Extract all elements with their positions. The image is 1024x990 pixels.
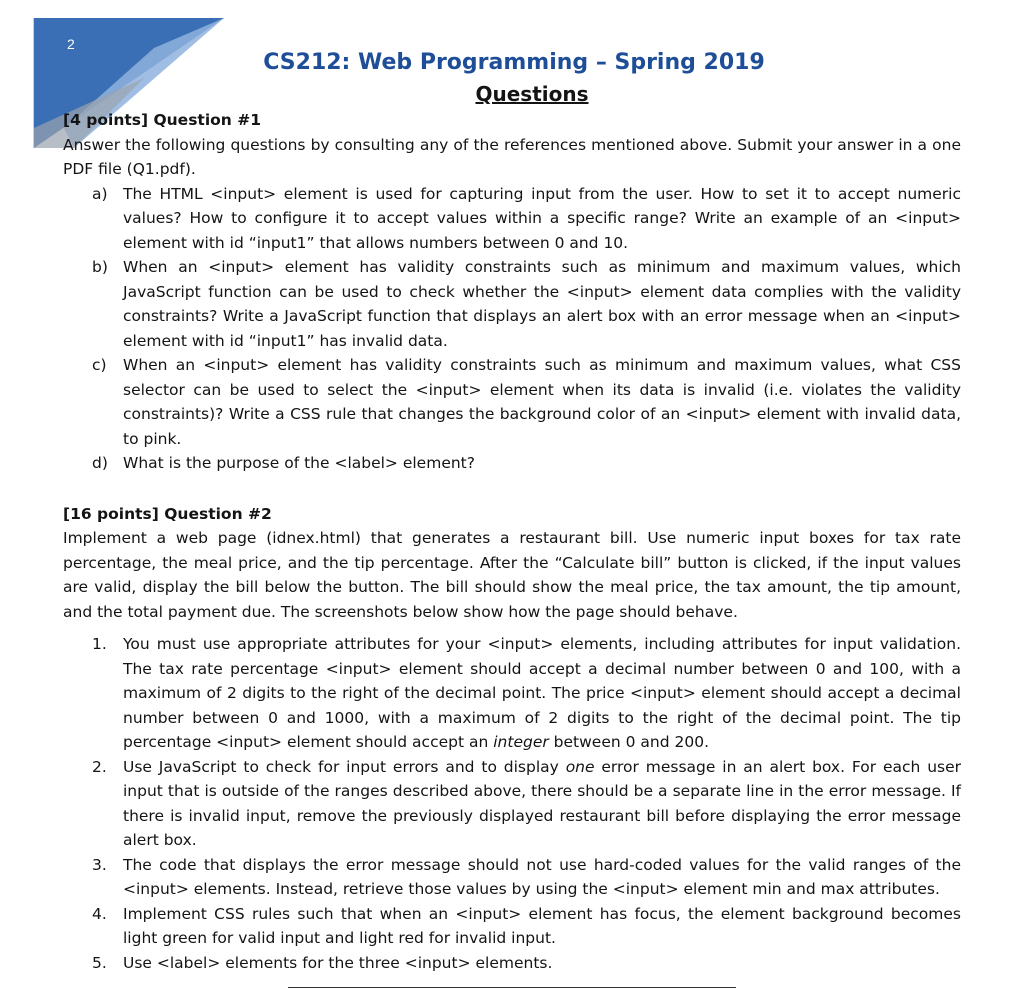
emphasis: one: [565, 757, 595, 776]
list-marker: 2.: [92, 757, 107, 776]
list-marker: 4.: [92, 904, 107, 923]
page-title: CS212: Web Programming – Spring 2019: [263, 50, 765, 75]
text-run: Use JavaScript to check for input errors and to display: [123, 757, 566, 776]
list-marker: a): [92, 184, 108, 203]
list-item: [63, 951, 961, 976]
list-item-text: [123, 632, 961, 755]
list-item: [63, 353, 961, 451]
list-item: [63, 853, 961, 902]
list-marker: 3.: [92, 855, 107, 874]
list-marker: 1.: [92, 635, 107, 653]
list-item: [63, 902, 961, 951]
list-item-text: [123, 755, 961, 853]
list-item: [63, 632, 961, 755]
list-item-text: The HTML <input> element is used for capturing input from the user. How to set it to accept numeric values? How to configure it to accept values within a specific range? Write an example of an <input> element with id “input1” that allows numbers between 0 and 10.: [123, 184, 961, 252]
q1-heading: [4 points] Question #1: [63, 111, 261, 129]
text-run: You must use appropriate attributes for your <input> elements, including attributes for input validation. The tax rate percentage <input> element should accept a decimal number between 0 and 100, with a maximum of 2 digits to the right of the decimal point. The price <input> element should accept a decimal number between 0 and 1000, with a maximum of 2 digits to the right of the decimal point. The tip percentage <input> element should accept an: [123, 635, 961, 751]
list-item: [63, 755, 961, 853]
q1-list: [63, 182, 961, 476]
bottom-rule: [288, 987, 736, 988]
list-marker: b): [92, 258, 108, 276]
page-number: 2: [67, 36, 75, 52]
list-item-text: When an <input> element has validity constraints such as minimum and maximum values, which JavaScript function can be used to check whether the <input> element data complies with the validity constraints? Write a JavaScript function that displays an alert box with an error message when an <input> element with id “input1” has invalid data.: [123, 258, 961, 350]
list-marker: c): [92, 356, 107, 374]
page-subtitle: Questions: [475, 82, 589, 106]
spacer: [63, 476, 961, 502]
list-marker: d): [92, 454, 108, 472]
q1-intro: Answer the following questions by consulting any of the references mentioned above. Submit your answer in a one PDF file (Q1.pdf).: [63, 135, 961, 178]
list-item: [63, 182, 961, 256]
emphasis: integer: [493, 733, 549, 751]
list-item-text: When an <input> element has validity constraints such as minimum and maximum values, what CSS selector can be used to select the <input> element when its data is invalid (i.e. violates the validity constraints)? Write a CSS rule that changes the background color of an <input> element with invalid data, to pink.: [123, 356, 961, 448]
list-item: [63, 451, 961, 476]
document-body: [63, 108, 961, 975]
list-item-text: What is the purpose of the <label> element?: [123, 454, 475, 472]
q2-heading: [16 points] Question #2: [63, 504, 272, 523]
q2-list: [63, 632, 961, 975]
list-marker: 5.: [92, 953, 107, 972]
q2-intro: Implement a web page (idnex.html) that generates a restaurant bill. Use numeric input boxes for tax rate percentage, the meal price, and the tip percentage. After the “Calculate bill” button is clicked, if the input values are valid, display the bill below the button. The bill should show the meal price, the tax amount, the tip amount, and the total payment due. The screenshots below show how the page should behave.: [63, 529, 961, 621]
spacer: [63, 624, 961, 632]
text-run: error message in an alert box. For each user input that is outside of the ranges described above, there should be a separate line in the error message. If there is invalid input, remove the previously displayed restaurant bill before displaying the error message alert box.: [123, 757, 962, 849]
list-item: [63, 255, 961, 353]
list-item-text: The code that displays the error message should not use hard-coded values for the valid ranges of the <input> elements. Instead, retrieve those values by using the <input> element min and max attributes.: [123, 855, 961, 898]
list-item-text: Use <label> elements for the three <input> elements.: [123, 953, 553, 972]
list-item-text: Implement CSS rules such that when an <input> element has focus, the element background becomes light green for valid input and light red for invalid input.: [123, 904, 961, 947]
text-run: between 0 and 200.: [548, 733, 710, 751]
